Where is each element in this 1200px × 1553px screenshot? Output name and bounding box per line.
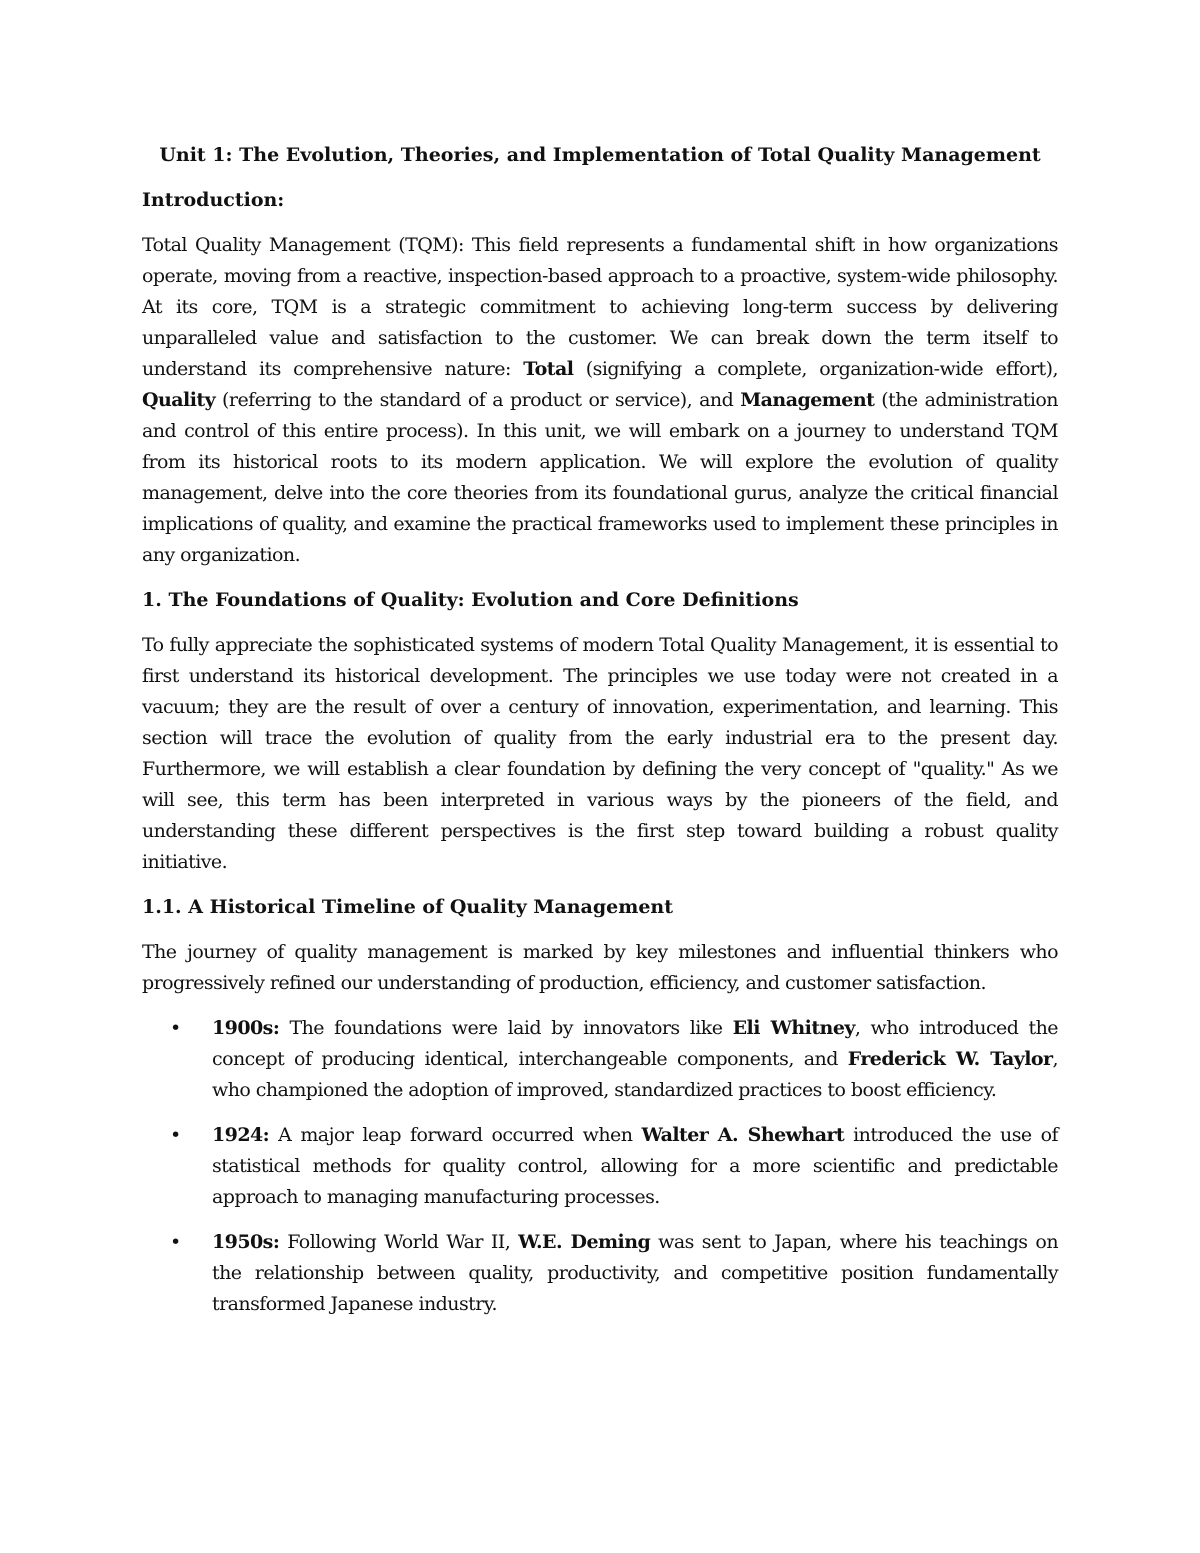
timeline-label: 1924: (212, 1124, 270, 1146)
intro-heading: Introduction: (142, 189, 285, 211)
timeline-text: introduced the use of statistical methods for quality control, allowing for a more scientific and predictable approach to managing manufacturing processes. (212, 1124, 1058, 1208)
section-1-1-paragraph: The journey of quality management is marked by key milestones and influential thinkers who progressively refined our understanding of production, efficiency, and customer satisfaction. (142, 941, 1058, 994)
person-name: Frederick W. Taylor (847, 1048, 1053, 1070)
term-total: Total (523, 358, 574, 380)
timeline-item-1950s (142, 1227, 1058, 1320)
bullet-icon: • (170, 1017, 181, 1039)
document-title: Unit 1: The Evolution, Theories, and Implementation of Total Quality Management (159, 144, 1041, 166)
timeline-item-1924 (142, 1120, 1058, 1213)
timeline-label: 1900s: (212, 1017, 280, 1039)
intro-text-b: (signifying a complete, organization-wide effort), (573, 358, 1058, 380)
timeline-text: The foundations were laid by innovators like (279, 1017, 733, 1039)
timeline-text: , who championed the adoption of improved, standardized practices to boost efficiency. (212, 1048, 1058, 1101)
term-management: Management (740, 389, 875, 411)
section-1-heading: 1. The Foundations of Quality: Evolution and Core Definitions (142, 589, 799, 611)
timeline-text: Following World War II, (279, 1231, 519, 1253)
bullet-icon: • (170, 1124, 181, 1146)
section-1-1-heading: 1.1. A Historical Timeline of Quality Management (142, 896, 674, 918)
intro-text-d: (the administration and control of this entire process). In this unit, we will embark on a journey to understand TQM from its historical roots to its modern application. We will explore the evolution of quality management, delve into the core theories from its foundational gurus, analyze the critical financial implications of quality, and examine the practical frameworks used to implement these principles in any organization. (142, 389, 1058, 566)
person-name: W.E. Deming (518, 1231, 651, 1253)
term-quality: Quality (142, 389, 216, 411)
bullet-icon: • (170, 1231, 181, 1253)
intro-text-a: Total Quality Management (TQM): This field represents a fundamental shift in how organizations operate, moving from a reactive, inspection-based approach to a proactive, system-wide philosophy. At its core, TQM is a strategic commitment to achieving long-term success by delivering unparalleled value and satisfaction to the customer. We can break down the term itself to understand its comprehensive nature: (142, 234, 1058, 380)
timeline-list (142, 1013, 1058, 1320)
timeline-text: was sent to Japan, where his teachings on the relationship between quality, productivity, and competitive position fundamentally transformed Japanese industry. (212, 1231, 1059, 1315)
person-name: Walter A. Shewhart (641, 1124, 845, 1146)
section-1-paragraph: To fully appreciate the sophisticated systems of modern Total Quality Management, it is essential to first understand its historical development. The principles we use today were not created in a vacuum; they are the result of over a century of innovation, experimentation, and learning. This section will trace the evolution of quality from the early industrial era to the present day. Furthermore, we will establish a clear foundation by defining the very concept of "quality." As we will see, this term has been interpreted in various ways by the pioneers of the field, and understanding these different perspectives is the first step toward building a robust quality initiative. (142, 634, 1058, 873)
timeline-text: , who introduced the concept of producing identical, interchangeable components, and (212, 1017, 1058, 1070)
intro-paragraph (142, 230, 1058, 571)
timeline-text: A major leap forward occurred when (269, 1124, 642, 1146)
document-page (142, 140, 1058, 1334)
intro-text-c: (referring to the standard of a product or service), and (215, 389, 741, 411)
person-name: Eli Whitney (732, 1017, 855, 1039)
timeline-item-1900s (142, 1013, 1058, 1106)
timeline-label: 1950s: (212, 1231, 280, 1253)
